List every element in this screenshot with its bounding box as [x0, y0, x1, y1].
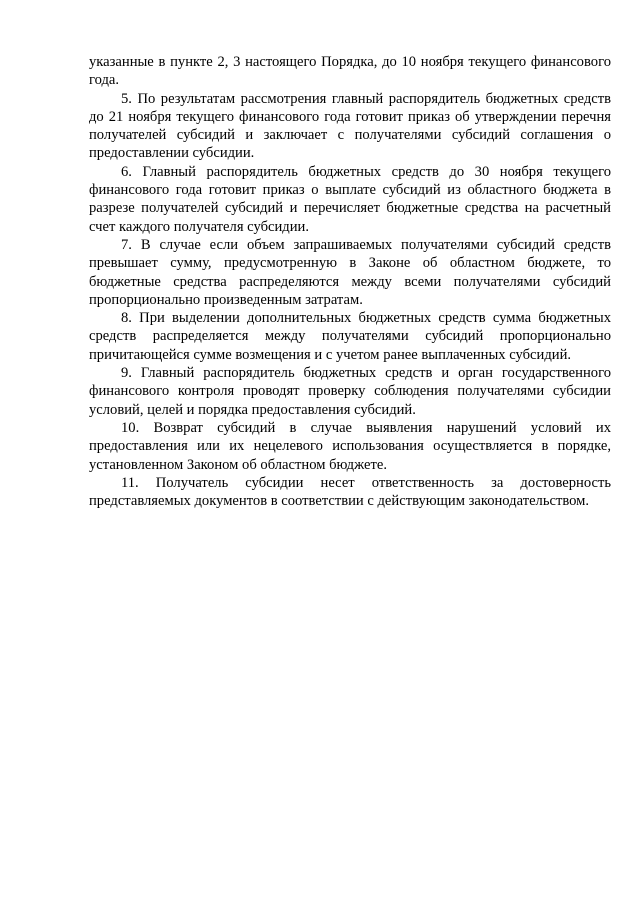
paragraph-item-5: 5. По результатам рассмотрения главный распорядитель бюджетных средств до 21 ноября текущего финансового года готовит приказ об утверждении перечня получателей субсидий и заключает с получателями субсидий соглашения о предоставлении субсидии. [89, 90, 611, 162]
paragraph-item-8: 8. При выделении дополнительных бюджетных средств сумма бюджетных средств распределяется между получателями субсидий пропорционально причитающейся сумме возмещения и с учетом ранее выплаченных субсидий. [89, 310, 611, 363]
paragraph-item-10: 10. Возврат субсидий в случае выявления нарушений условий их предоставления или их нецелевого использования осуществляется в порядке, установленном Законом об областном бюджете. [89, 419, 611, 473]
paragraph-item-11: 11. Получатель субсидии несет ответственность за достоверность представляемых документов в соответствии с действующим законодательством. [89, 474, 611, 510]
paragraph-item-7: 7. В случае если объем запрашиваемых получателями субсидий средств превышает сумму, предусмотренную в Законе об областном бюджете, то бюджетные средства распределяются между всеми получателями субсидий пропорционально произведенным затратам. [89, 236, 611, 308]
document-body [89, 53, 611, 510]
paragraph-continuation: указанные в пункте 2, 3 настоящего Порядка, до 10 ноября текущего финансового года. [89, 54, 611, 89]
paragraph-item-6: 6. Главный распорядитель бюджетных средств до 30 ноября текущего финансового года готовит приказ о выплате субсидий из областного бюджета в разрезе получателей субсидий и перечисляет бюджетные средства на расчетный счет каждого получателя субсидии. [89, 163, 611, 235]
paragraph-item-9: 9. Главный распорядитель бюджетных средств и орган государственного финансового контроля проводят проверку соблюдения получателями субсидии условий, целей и порядка предоставления субсидий. [89, 365, 611, 418]
